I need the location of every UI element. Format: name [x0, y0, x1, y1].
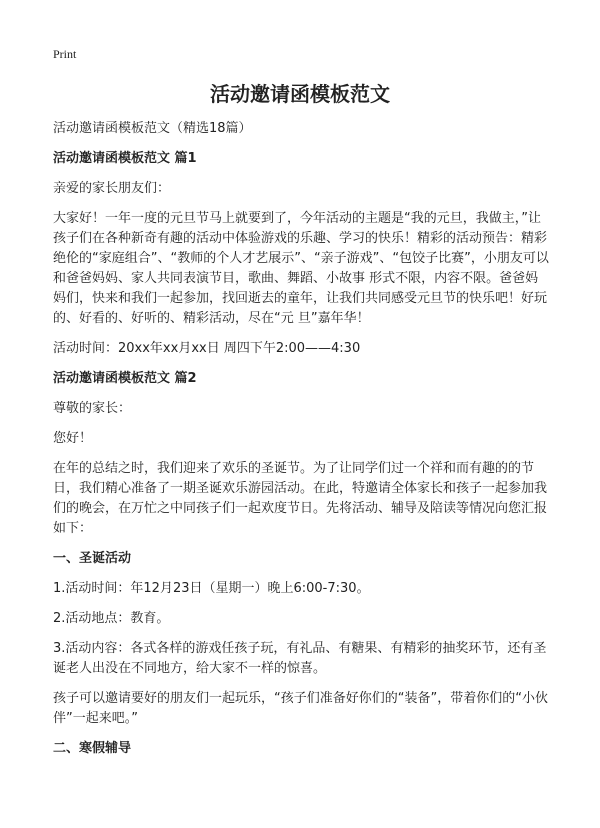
- list-item-content: 3.活动内容：各式各样的游戏任孩子玩，有礼品、有糖果、有精彩的抽奖环节，还有圣诞老人出没在不同地方，给大家不一样的惊喜。: [53, 641, 547, 676]
- hello-2: 您好！: [53, 431, 93, 446]
- document-body: [53, 119, 550, 769]
- subsection-heading-winter: 二、寒假辅导: [53, 741, 132, 756]
- closing-paragraph: 孩子可以邀请要好的朋友们一起玩乐，“孩子们准备好你们的“装备”，带着你们的“小伙伴”一起来吧。”: [53, 691, 548, 726]
- greeting-2: 尊敬的家长：: [53, 401, 132, 416]
- paragraph-2: 在年的总结之时，我们迎来了欢乐的圣诞节。为了让同学们过一个祥和而有趣的的节日，我们精心准备了一期圣诞欢乐游园活动。在此，特邀请全体家长和孩子一起参加我们的晚会，在万忙之中同孩子们一起欢度节日。先将活动、辅导及陪读等情况向您汇报如下：: [53, 461, 548, 536]
- event-time-1: 活动时间：20xx年xx月xx日 周四下午2:00——4:30: [53, 341, 361, 356]
- section-heading-1: 活动邀请函模板范文 篇1: [53, 151, 197, 166]
- subsection-heading-christmas: 一、圣诞活动: [53, 551, 132, 566]
- document-subtitle: 活动邀请函模板范文（精选18篇）: [53, 121, 252, 136]
- greeting-1: 亲爱的家长朋友们：: [53, 181, 171, 196]
- print-link[interactable]: Print: [53, 47, 77, 61]
- section-heading-2: 活动邀请函模板范文 篇2: [53, 371, 197, 386]
- list-item-location: 2.活动地点：教育。: [53, 611, 170, 626]
- page-title: 活动邀请函模板范文: [210, 82, 390, 106]
- list-item-time: 1.活动时间：年12月23日（星期一）晚上6:00-7:30。: [53, 581, 370, 596]
- paragraph-1: 大家好！一年一度的元旦节马上就要到了，今年活动的主题是“我的元旦，我做主，”让孩子们在各种新奇有趣的活动中体验游戏的乐趣、学习的快乐！精彩的活动预告：精彩绝伦的“家庭组合”、“教师的个人才艺展示”、“亲子游戏”、“包饺子比赛”，小朋友可以和爸爸妈妈、家人共同表演节目，歌曲、舞蹈、小故事 形式不限，内容不限。爸爸妈妈们，快来和我们一起参加，找回逝去的童年，让我们共同感受元旦节的快乐吧！好玩的、好看的、好听的、精彩活动，尽在“元 旦”嘉年华！: [53, 211, 549, 326]
